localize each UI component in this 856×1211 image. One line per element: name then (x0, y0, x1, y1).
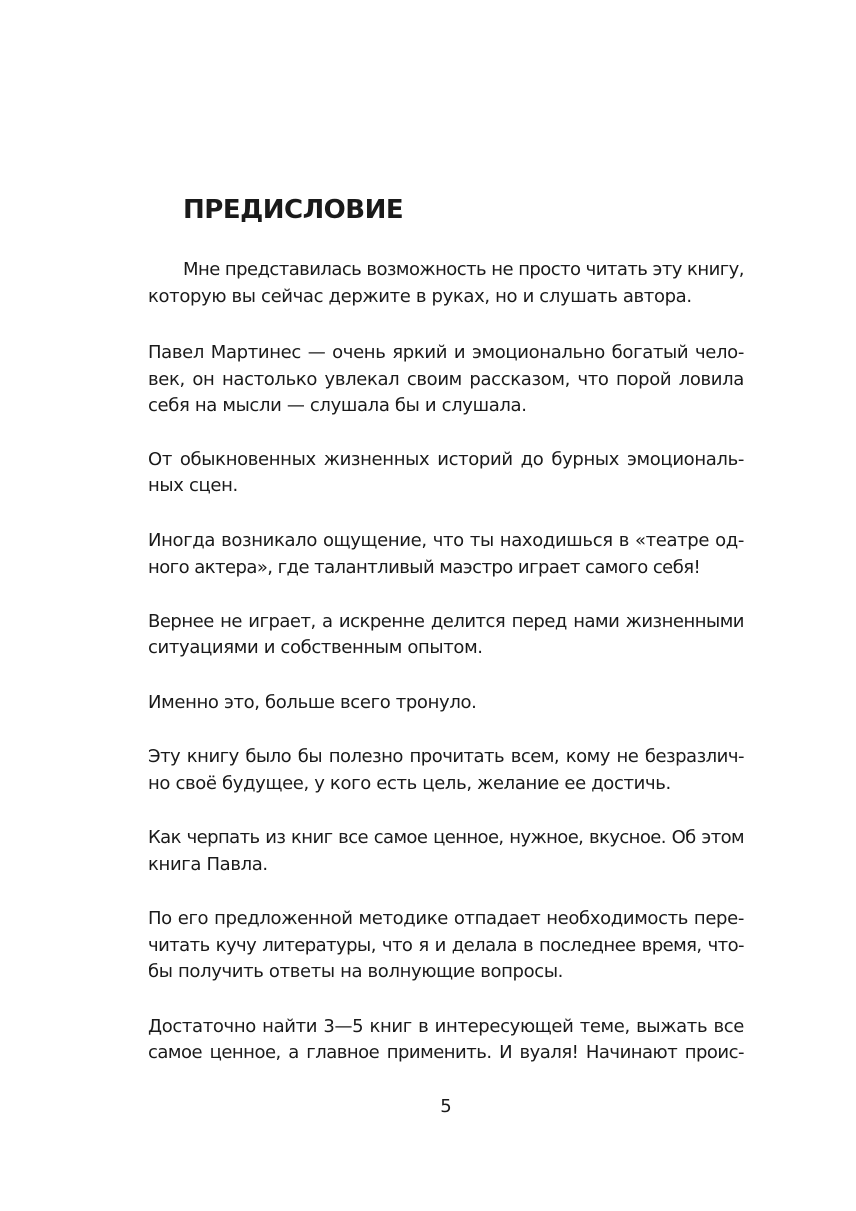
paragraph-8-line-1: Как черпать из книг все самое ценное, нужное, вкусное. Об этом (148, 827, 744, 848)
paragraph-9-line-3: бы получить ответы на волнующие вопросы. (148, 961, 564, 982)
paragraph-10-line-2: самое ценное, а главное применить. И вуаля! Начинают проис- (148, 1042, 744, 1063)
paragraph-9-line-2: читать кучу литературы, что я и делала в последнее время, что- (148, 935, 744, 956)
chapter-heading: ПРЕДИСЛОВИЕ (183, 195, 404, 225)
paragraph-1-line-2: которую вы сейчас держите в руках, но и слушать автора. (148, 286, 692, 307)
paragraph-7-line-2: но своё будущее, у кого есть цель, желание ее достичь. (148, 773, 671, 794)
paragraph-2-line-2: век, он настолько увлекал своим рассказом, что порой ловила (148, 369, 744, 390)
paragraph-4-line-1: Иногда возникало ощущение, что ты находишься в «театре од- (148, 530, 744, 551)
paragraph-1-line-1: Мне представилась возможность не просто читать эту книгу, (183, 259, 744, 280)
paragraph-3-line-2: ных сцен. (148, 475, 238, 496)
paragraph-9-line-1: По его предложенной методике отпадает необходимость пере- (148, 908, 744, 929)
paragraph-5-line-2: ситуациями и собственным опытом. (148, 637, 483, 658)
paragraph-5-line-1: Вернее не играет, а искренне делится перед нами жизненными (148, 611, 744, 632)
paragraph-7-line-1: Эту книгу было бы полезно прочитать всем, кому не безразлич- (148, 746, 744, 767)
paragraph-2-line-1: Павел Мартинес — очень яркий и эмоционально богатый чело- (148, 342, 744, 363)
paragraph-6-line-1: Именно это, больше всего тронуло. (148, 692, 477, 713)
page-number: 5 (440, 1096, 452, 1117)
paragraph-10-line-1: Достаточно найти 3—5 книг в интересующей теме, выжать все (148, 1016, 744, 1037)
paragraph-4-line-2: ного актера», где талантливый маэстро играет самого себя! (148, 557, 701, 578)
paragraph-2-line-3: себя на мысли — слушала бы и слушала. (148, 395, 527, 416)
paragraph-3-line-1: От обыкновенных жизненных историй до бурных эмоциональ- (148, 449, 744, 470)
paragraph-8-line-2: книга Павла. (148, 854, 268, 875)
